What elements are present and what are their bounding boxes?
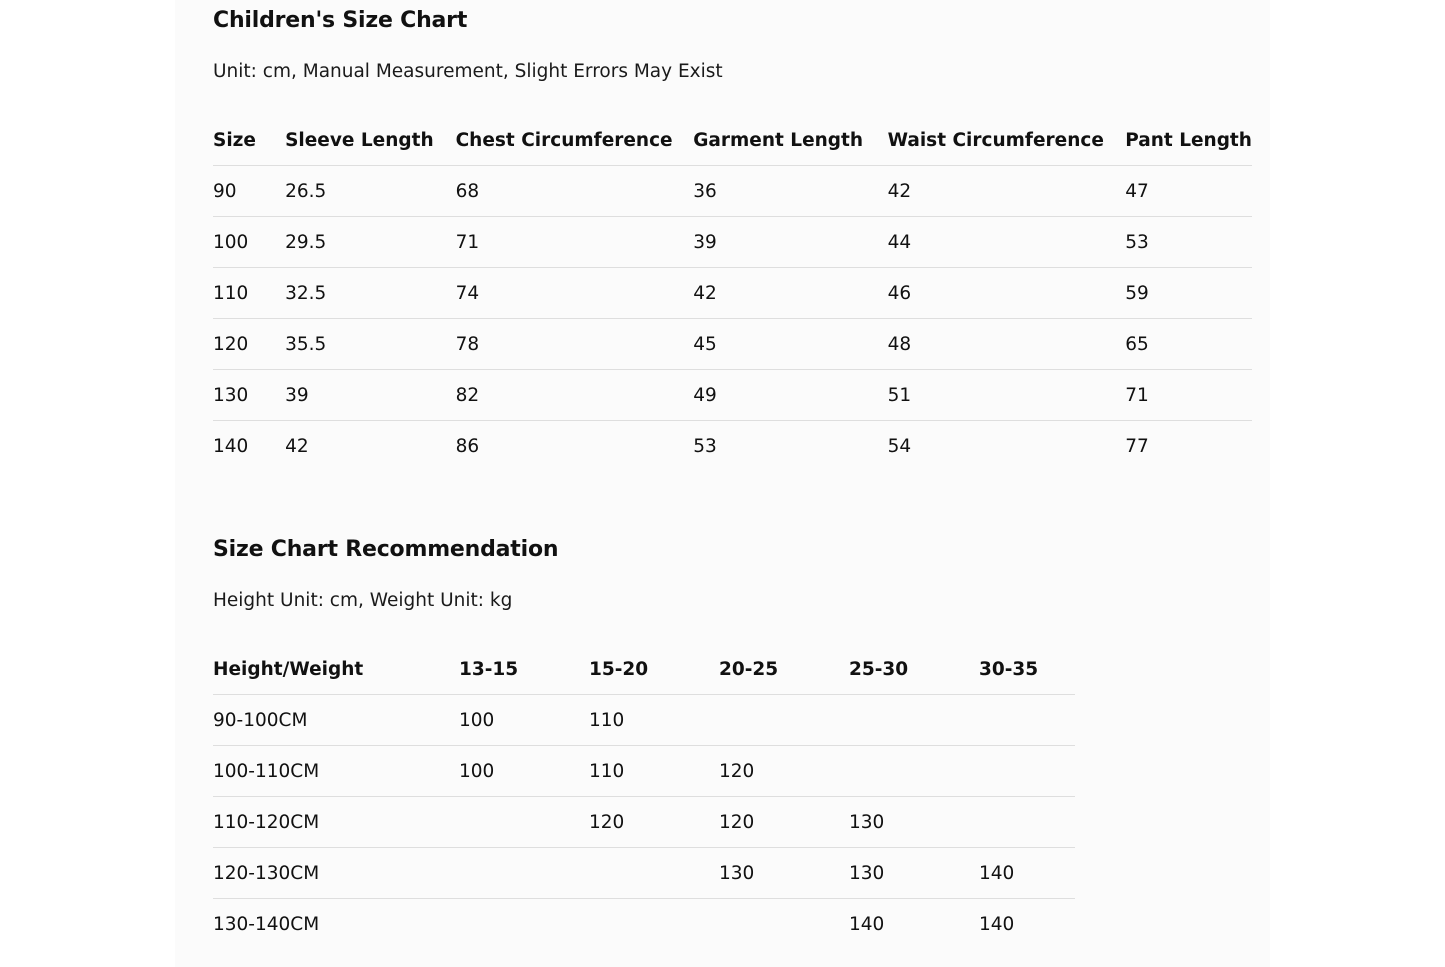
table-header-row (213, 115, 1252, 166)
table-cell (589, 848, 719, 899)
table-cell: 140 (849, 913, 885, 935)
table-row (213, 370, 1252, 421)
column-header: Waist Circumference (888, 115, 1126, 166)
table-cell (459, 899, 589, 950)
recommendation-subtitle: Height Unit: cm, Weight Unit: kg (213, 590, 513, 611)
table-cell: 78 (456, 319, 694, 370)
table-cell: 26.5 (285, 166, 456, 217)
table-cell: 130 (849, 797, 979, 848)
table-cell: 71 (1125, 370, 1252, 421)
table-cell: 120 (719, 797, 849, 848)
size-chart-table (213, 115, 1252, 471)
table-cell: 90-100CM (213, 695, 459, 746)
table-cell: 65 (1125, 319, 1252, 370)
table-cell: 140 (979, 913, 1015, 935)
table-cell (719, 695, 849, 746)
table-cell: 100-110CM (213, 746, 459, 797)
page-panel (175, 0, 1270, 967)
table-cell (589, 899, 719, 950)
table-cell: 130-140CM (213, 913, 320, 935)
table-cell: 100 (213, 217, 285, 268)
table-row (213, 217, 1252, 268)
table-row (213, 746, 1075, 797)
table-cell: 100 (459, 695, 589, 746)
table-cell (849, 695, 979, 746)
table-cell: 110 (589, 695, 719, 746)
table-cell (459, 848, 589, 899)
table-header-row (213, 644, 1075, 695)
column-header: Sleeve Length (285, 115, 456, 166)
table-cell: 32.5 (285, 268, 456, 319)
table-row (213, 695, 1075, 746)
table-cell: 120 (719, 746, 849, 797)
column-header: 30-35 (979, 644, 1075, 695)
table-cell: 59 (1125, 268, 1252, 319)
table-cell: 110 (589, 746, 719, 797)
table-cell: 82 (456, 370, 694, 421)
table-row (213, 166, 1252, 217)
column-header: 13-15 (459, 644, 589, 695)
table-cell: 120-130CM (213, 848, 459, 899)
column-header: 25-30 (849, 644, 979, 695)
table-cell: 54 (887, 435, 912, 457)
table-cell (459, 797, 589, 848)
column-header: Pant Length (1125, 115, 1252, 166)
table-cell: 35.5 (285, 319, 456, 370)
table-cell: 42 (285, 435, 309, 457)
table-cell: 29.5 (285, 217, 456, 268)
table-cell: 45 (693, 319, 887, 370)
table-cell (849, 746, 979, 797)
table-cell: 53 (1125, 217, 1252, 268)
recommendation-title: Size Chart Recommendation (213, 537, 559, 562)
table-cell: 68 (456, 166, 694, 217)
table-cell: 46 (888, 268, 1126, 319)
table-cell: 110 (213, 268, 285, 319)
table-cell: 120 (213, 319, 285, 370)
table-cell: 47 (1125, 166, 1252, 217)
column-header: Height/Weight (213, 644, 459, 695)
column-header: Garment Length (693, 115, 887, 166)
table-row (213, 899, 1075, 950)
table-cell: 39 (693, 217, 887, 268)
table-cell: 39 (285, 370, 456, 421)
table-cell (719, 899, 849, 950)
table-row (213, 848, 1075, 899)
table-cell: 140 (979, 848, 1075, 899)
table-cell: 53 (693, 435, 717, 457)
column-header: Chest Circumference (456, 115, 694, 166)
table-row (213, 268, 1252, 319)
column-header: 20-25 (719, 644, 849, 695)
table-cell: 49 (693, 370, 887, 421)
size-chart-title: Children's Size Chart (213, 8, 468, 33)
table-cell: 51 (888, 370, 1126, 421)
table-cell: 120 (589, 797, 719, 848)
column-header: 15-20 (589, 644, 719, 695)
table-cell: 110-120CM (213, 797, 459, 848)
table-cell: 42 (888, 166, 1126, 217)
table-cell: 74 (456, 268, 694, 319)
table-cell: 48 (888, 319, 1126, 370)
recommendation-table (213, 644, 1075, 949)
table-cell: 130 (719, 848, 849, 899)
column-header: Size (213, 115, 285, 166)
table-cell: 36 (693, 166, 887, 217)
table-cell: 90 (213, 166, 285, 217)
table-cell (979, 746, 1075, 797)
size-chart-subtitle: Unit: cm, Manual Measurement, Slight Errors May Exist (213, 61, 723, 82)
table-cell: 77 (1125, 435, 1149, 457)
table-cell: 130 (849, 848, 979, 899)
table-row (213, 797, 1075, 848)
table-cell: 71 (456, 217, 694, 268)
table-cell: 44 (888, 217, 1126, 268)
table-row (213, 421, 1252, 472)
table-cell: 86 (455, 435, 480, 457)
table-cell: 42 (693, 268, 887, 319)
table-cell (979, 695, 1075, 746)
table-cell: 100 (459, 746, 589, 797)
table-cell: 140 (213, 435, 249, 457)
table-row (213, 319, 1252, 370)
table-cell: 130 (213, 370, 285, 421)
table-cell (979, 797, 1075, 848)
